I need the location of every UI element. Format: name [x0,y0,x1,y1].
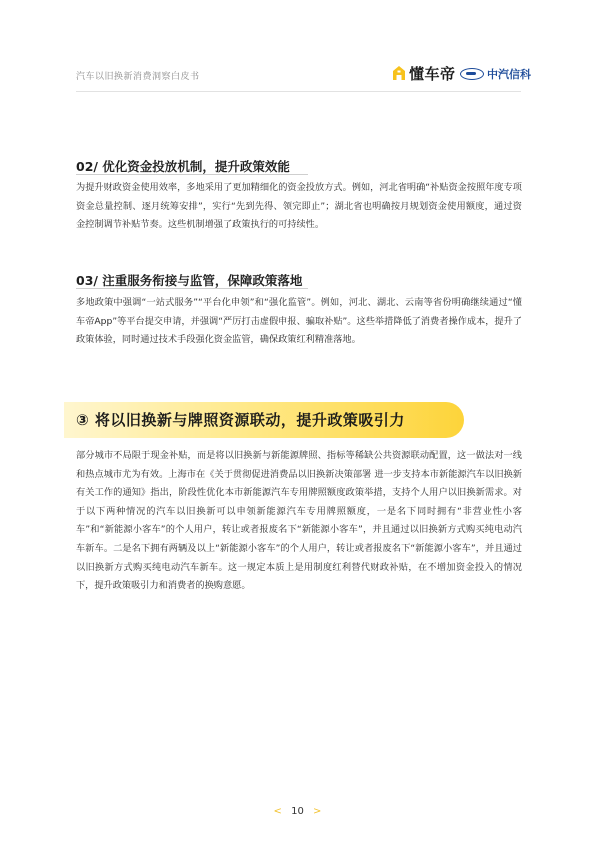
catarc-logo [460,65,531,83]
section-heading-03: 03/ 注重服务衔接与监管，保障政策落地 [76,273,303,288]
page-header [0,0,595,92]
chevron-right-icon: > [313,806,322,817]
main-paragraph: 部分城市不局限于现金补贴，而是将以旧换新与新能源牌照、指标等稀缺公共资源联动配置，这一做法对一线和热点城市尤为有效。上海市在《关于贯彻促进消费品以旧换新决策部署 进一步支持本市新能源汽车以旧换新有关工作的通知》指出，阶段性优化本市新能源汽车专用牌照额度政策举措，支持个人用户以旧换新需求。对于以下两种情况的汽车以旧换新可以申领新能源汽车专用牌照额度，一是名下同时拥有“非营业性小客车”和“新能源小客车”的个人用户，转让或者报废名下“新能源小客车”，并且通过以旧换新方式购买纯电动汽车新车。二是名下拥有两辆及以上“新能源小客车”的个人用户，转让或者报废名下“新能源小客车”，并且通过以旧换新方式购买纯电动汽车新车。这一规定本质上是用制度红利替代财政补贴，在不增加资金投入的情况下，提升政策吸引力和消费者的换购意愿。 [76,450,522,592]
chevron-left-icon: < [273,806,282,817]
section-body-02: 为提升财政资金使用效率，多地采用了更加精细化的资金投放方式。例如，河北省明确“补贴资金按照年度专项资金总量控制、逐月统筹安排”，实行“先到先得、领完即止”；湖北省也明确按月规划资金使用额度，通过资金控制调节补贴节奏。这些机制增强了政策执行的可持续性。 [76,182,522,231]
section-divider-03 [76,288,308,289]
dongchedi-logo-text: 懂车帝 [409,64,456,83]
catarc-mark-icon [460,68,484,80]
section-body-03: 多地政策中强调“一站式服务”“平台化申领”和“强化监管”。例如，河北、湖北、云南等省份明确继续通过“懂车帝App”等平台提交申请，并强调“严厉打击虚假申报、骗取补贴”。这些举措降低了消费者操作成本，提升了政策体验，同时通过技术手段强化资金监管，确保政策红利精准落地。 [76,297,522,346]
section-heading-02: 02/ 优化资金投放机制，提升政策效能 [76,159,290,174]
dongchedi-mark-icon [392,65,406,81]
banner-title: ③ 将以旧换新与牌照资源联动，提升政策吸引力 [76,411,405,429]
dongchedi-logo [392,63,456,83]
page-number [0,806,595,817]
catarc-logo-text: 中汽信科 [487,68,531,81]
document-title: 汽车以旧换新消费洞察白皮书 [76,72,200,82]
header-divider [76,91,521,92]
page-number-value: 10 [291,806,304,817]
section-divider-02 [76,174,308,175]
